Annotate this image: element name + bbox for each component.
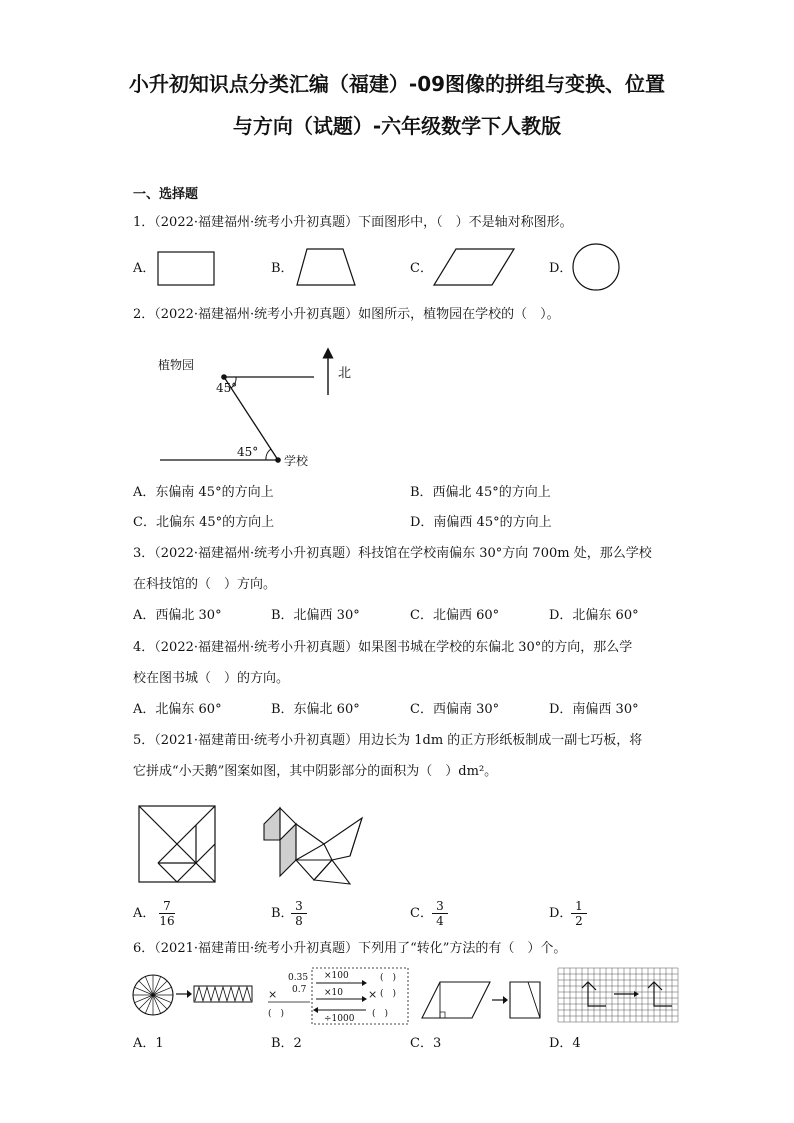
q2-option-d[interactable]: D．南偏西 45°的方向上 bbox=[410, 515, 552, 530]
circle-figure bbox=[571, 244, 623, 292]
q6-option-a[interactable]: A．1 bbox=[133, 1036, 164, 1051]
angle-label-bottom: 45° bbox=[237, 445, 259, 459]
q5-option-b-fraction bbox=[291, 899, 307, 928]
q1-stem: 1．（2022·福建福州·统考小升初真题）下面图形中，（ ）不是轴对称图形。 bbox=[133, 215, 573, 230]
fraction-denominator: 4 bbox=[436, 914, 444, 928]
fraction-numerator: 7 bbox=[159, 899, 175, 914]
op-divide-1000: ÷1000 bbox=[324, 1014, 355, 1024]
arrow-right-icon bbox=[176, 988, 192, 1000]
q5-option-c[interactable]: C． bbox=[410, 906, 433, 921]
parallelogram-figure bbox=[432, 247, 516, 287]
q5-option-a[interactable]: A． bbox=[133, 906, 156, 921]
q3-option-c[interactable]: C．北偏西 60° bbox=[410, 608, 500, 623]
op-times-10: ×10 bbox=[324, 988, 343, 998]
q5-stem-line2: 它拼成“小天鹅”图案如图，其中阴影部分的面积为（ ）dm²。 bbox=[133, 764, 498, 779]
fraction-numerator: 3 bbox=[432, 899, 448, 914]
title-line-2: 与方向（试题）-六年级数学下人教版 bbox=[232, 114, 562, 138]
fraction-denominator: 8 bbox=[295, 914, 303, 928]
trapezoid-figure bbox=[295, 247, 357, 287]
rearranged-parallelogram-figure bbox=[193, 984, 255, 1004]
school-label: 学校 bbox=[284, 454, 309, 468]
q5-option-d-fraction bbox=[571, 899, 587, 928]
decimal-value-2: 0.7 bbox=[292, 985, 307, 995]
q1-option-a[interactable]: A． bbox=[133, 261, 156, 276]
svg-text:( ): ( ) bbox=[380, 973, 397, 983]
fraction-denominator: 16 bbox=[159, 914, 175, 928]
multiply-sign: × bbox=[268, 988, 278, 1001]
q6-option-b[interactable]: B．2 bbox=[271, 1036, 302, 1051]
fraction-denominator: 2 bbox=[575, 914, 583, 928]
q1-option-d[interactable]: D． bbox=[549, 261, 573, 276]
north-label: 北 bbox=[338, 366, 352, 381]
q3-stem-line1: 3．（2022·福建福州·统考小升初真题）科技馆在学校南偏东 30°方向 700m 处，那么学校 bbox=[133, 546, 652, 561]
q1-option-c[interactable]: C． bbox=[410, 261, 433, 276]
q6-option-d[interactable]: D．4 bbox=[549, 1036, 581, 1051]
title-line-1: 小升初知识点分类汇编（福建）-09图像的拼组与变换、位置 bbox=[128, 72, 666, 96]
garden-label: 植物园 bbox=[158, 358, 195, 372]
q2-stem: 2．（2022·福建福州·统考小升初真题）如图所示，植物园在学校的（ ）。 bbox=[133, 307, 560, 322]
decimal-value-1: 0.35 bbox=[288, 973, 309, 983]
circle-sectors-figure bbox=[132, 974, 176, 1018]
q5-option-c-fraction bbox=[432, 899, 448, 928]
q4-stem-line1: 4．（2022·福建福州·统考小升初真题）如果图书城在学校的东偏北 30°的方向，那么学 bbox=[133, 640, 633, 655]
fraction-numerator: 1 bbox=[571, 899, 587, 914]
fraction-numerator: 3 bbox=[291, 899, 307, 914]
rectangle-figure bbox=[155, 251, 215, 287]
section-heading: 一、选择题 bbox=[133, 187, 199, 202]
q6-option-c[interactable]: C．3 bbox=[410, 1036, 442, 1051]
q4-option-c[interactable]: C．西偏南 30° bbox=[410, 702, 500, 717]
q4-stem-line2: 校在图书城（ ）的方向。 bbox=[133, 671, 290, 686]
q4-option-d[interactable]: D．南偏西 30° bbox=[549, 702, 639, 717]
q2-option-b[interactable]: B．西偏北 45°的方向上 bbox=[410, 485, 551, 500]
grid-translation-figure bbox=[558, 966, 682, 1024]
q4-option-b[interactable]: B．东偏北 60° bbox=[271, 702, 360, 717]
q5-stem-line1: 5．（2021·福建莆田·统考小升初真题）用边长为 1dm 的正方形纸板制成一副七巧板，将 bbox=[133, 733, 643, 748]
direction-diagram bbox=[150, 345, 370, 470]
q3-option-b[interactable]: B．北偏西 30° bbox=[271, 608, 360, 623]
q5-option-b[interactable]: B． bbox=[271, 906, 294, 921]
q2-option-c[interactable]: C．北偏东 45°的方向上 bbox=[133, 515, 275, 530]
tangram-square-figure bbox=[138, 805, 218, 885]
multiply-sign-2: × bbox=[368, 988, 378, 1001]
school-point bbox=[275, 457, 281, 463]
angle-arc-bottom bbox=[266, 449, 271, 460]
q4-option-a[interactable]: A．北偏东 60° bbox=[133, 702, 222, 717]
blank-parenthesis-2: ( ) bbox=[372, 1009, 389, 1019]
q6-stem: 6．（2021·福建莆田·统考小升初真题）下列用了“转化”方法的有（ ）个。 bbox=[133, 941, 567, 956]
q5-option-a-fraction bbox=[159, 899, 175, 928]
q3-option-d[interactable]: D．北偏东 60° bbox=[549, 608, 639, 623]
parallelogram-to-rectangle-figure bbox=[420, 980, 544, 1022]
blank-parenthesis: ( ) bbox=[268, 1009, 285, 1019]
q3-option-a[interactable]: A．西偏北 30° bbox=[133, 608, 222, 623]
angle-label-top: 45° bbox=[216, 381, 238, 395]
q3-stem-line2: 在科技馆的（ ）方向。 bbox=[133, 577, 277, 592]
q5-option-d[interactable]: D． bbox=[549, 906, 573, 921]
decimal-conversion-figure bbox=[266, 966, 412, 1026]
q1-option-b[interactable]: B． bbox=[271, 261, 294, 276]
svg-text:( ): ( ) bbox=[380, 989, 397, 999]
swan-figure bbox=[258, 800, 370, 886]
op-times-100: ×100 bbox=[324, 971, 349, 981]
garden-point bbox=[221, 374, 227, 380]
q2-option-a[interactable]: A．东偏南 45°的方向上 bbox=[133, 485, 274, 500]
